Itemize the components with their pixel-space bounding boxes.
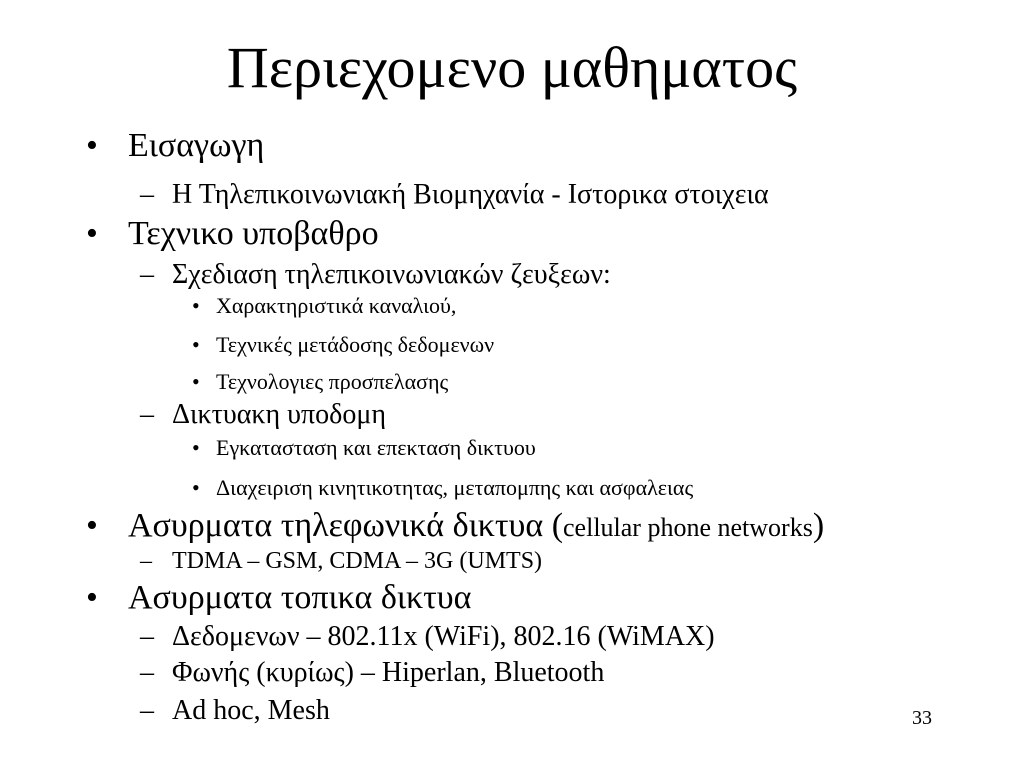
dash-marker: – [140, 695, 154, 726]
page-number: 33 [912, 707, 932, 729]
bullet-marker: • [86, 579, 98, 616]
slide-title: Περιεχομενο μαθηματος [226, 35, 798, 100]
sub-bullet-marker: • [192, 475, 200, 500]
sub-sub-item: Διαχειριση κινητικοτητας, μεταπομπης και ασφαλειας [216, 475, 694, 500]
sub-item: Η Τηλεπικοινωνιακή Βιομηχανία - Ιστορικα στοιχεια [172, 179, 769, 210]
bullet-marker: • [86, 127, 98, 164]
sub-item: Φωνής (κυρίως) – Hiperlan, Bluetooth [172, 657, 605, 688]
dash-marker: – [140, 259, 154, 290]
bullet-item-paren-text: cellular phone networks [563, 513, 813, 542]
sub-sub-item: Εγκατασταση και επεκταση δικτυου [216, 435, 536, 460]
dash-marker: – [140, 657, 154, 688]
dash-marker: – [140, 621, 154, 652]
bullet-marker: • [86, 507, 98, 544]
sub-item: Ad hoc, Mesh [172, 695, 330, 726]
dash-marker: – [140, 179, 154, 210]
sub-bullet-marker: • [192, 369, 200, 394]
bullet-item [128, 506, 824, 548]
bullet-item-text: Ασυρματα τηλεφωνικά δικτυα ( [128, 507, 564, 544]
bullet-item: Εισαγωγη [128, 127, 265, 164]
sub-item: Δεδομενων – 802.11x (WiFi), 802.16 (WiMAX) [172, 621, 715, 652]
bullet-item-close: ) [812, 507, 825, 544]
sub-bullet-marker: • [192, 293, 200, 318]
sub-sub-item: Χαρακτηριστικά καναλιού, [216, 293, 457, 318]
dash-marker: – [140, 399, 154, 430]
bullet-item: Τεχνικο υποβαθρο [128, 215, 379, 252]
sub-item: Σχεδιαση τηλεπικοινωνιακών ζευξεων: [172, 259, 611, 290]
sub-sub-item: Τεχνολογιες προσπελασης [216, 369, 449, 394]
bullet-item: Ασυρματα τοπικα δικτυα [128, 579, 472, 616]
dash-marker: – [140, 548, 152, 574]
sub-item: TDMA – GSM, CDMA – 3G (UMTS) [172, 548, 543, 574]
sub-bullet-marker: • [192, 435, 200, 460]
sub-sub-item: Τεχνικές μετάδοσης δεδομενων [216, 332, 495, 357]
sub-bullet-marker: • [192, 332, 200, 357]
sub-item: Δικτυακη υποδομη [172, 399, 387, 430]
bullet-marker: • [86, 215, 98, 252]
